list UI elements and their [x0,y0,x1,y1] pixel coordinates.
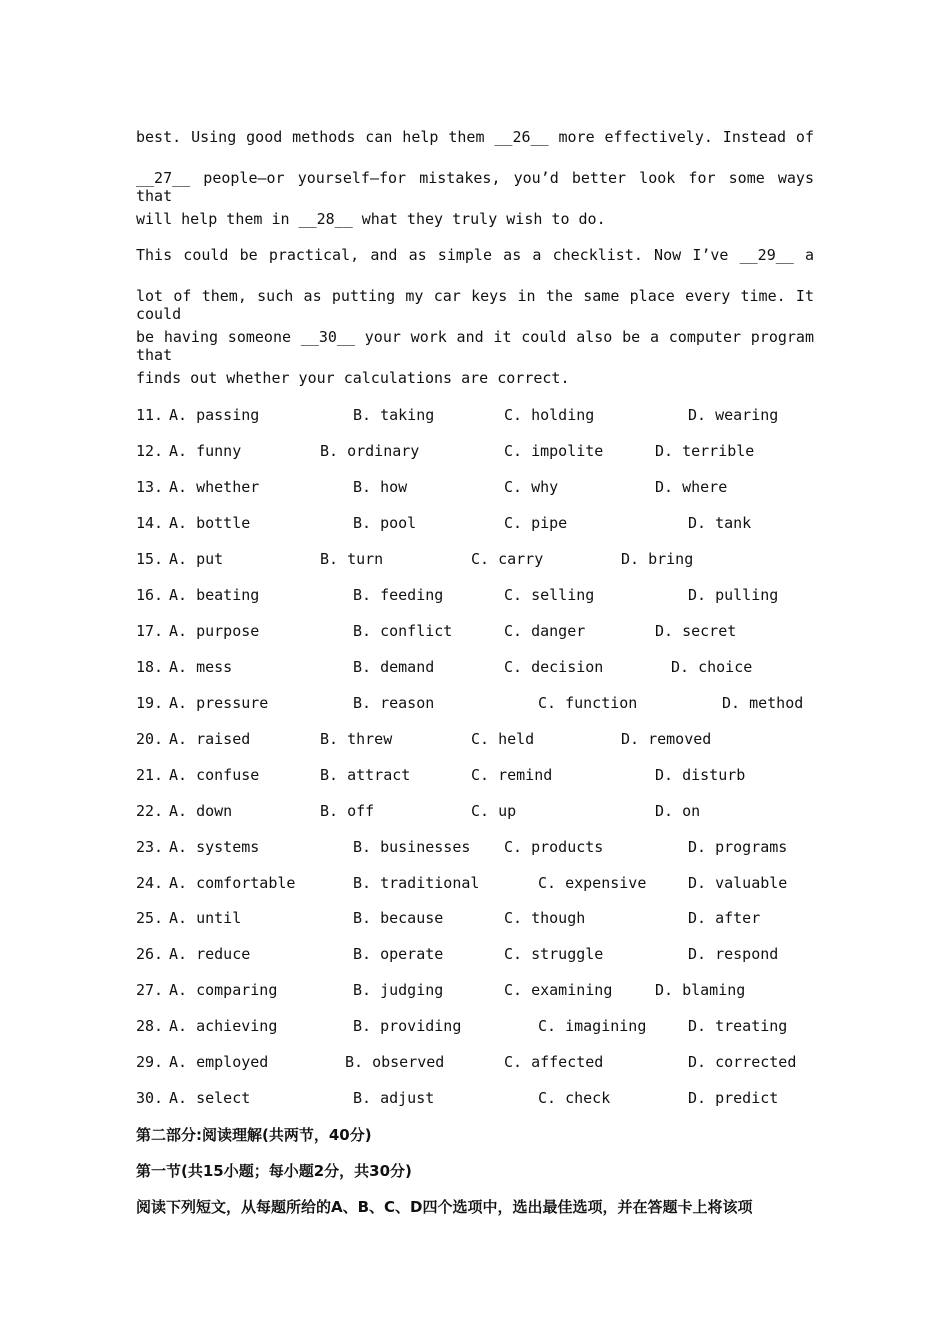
option-b: B. businesses [353,838,471,856]
option-d: D. secret [655,622,737,640]
passage-line: lot of them, such as putting my car keys in the same place every time. It could [136,287,814,323]
option-a: A. funny [169,442,242,460]
option-d: D. blaming [655,981,746,999]
option-d: D. respond [688,945,779,963]
passage-line: __27__ people—or yourself—for mistakes, you’d better look for some ways that [136,169,814,205]
option-b: B. reason [353,694,435,712]
option-b: B. traditional [353,874,480,892]
option-a: A. select [169,1089,251,1107]
option-a: A. raised [169,730,251,748]
passage-line: be having someone __30__ your work and it could also be a computer program that [136,328,814,364]
question-number: 13. [136,478,164,496]
question-number: 15. [136,550,164,568]
option-a: A. mess [169,658,233,676]
option-b: B. because [353,909,444,927]
option-a: A. employed [169,1053,269,1071]
option-b: B. conflict [353,622,453,640]
option-a: A. until [169,909,242,927]
option-d: D. predict [688,1089,779,1107]
option-c: C. impolite [504,442,604,460]
passage-line: best. Using good methods can help them __26__ more effectively. Instead of [136,128,814,146]
option-c: C. selling [504,586,595,604]
option-a: A. purpose [169,622,260,640]
option-c: C. held [471,730,535,748]
option-c: C. carry [471,550,544,568]
option-d: D. terrible [655,442,755,460]
question-number: 29. [136,1053,164,1071]
question-number: 14. [136,514,164,532]
option-c: C. check [538,1089,611,1107]
option-a: A. comparing [169,981,278,999]
option-d: D. where [655,478,728,496]
option-d: D. after [688,909,761,927]
option-c: C. remind [471,766,553,784]
option-a: A. beating [169,586,260,604]
option-a: A. pressure [169,694,269,712]
option-d: D. programs [688,838,788,856]
option-d: D. pulling [688,586,779,604]
option-d: D. wearing [688,406,779,424]
option-d: D. treating [688,1017,788,1035]
option-b: B. judging [353,981,444,999]
question-number: 26. [136,945,164,963]
question-number: 18. [136,658,164,676]
option-c: C. affected [504,1053,604,1071]
question-number: 24. [136,874,164,892]
option-b: B. threw [320,730,393,748]
question-number: 30. [136,1089,164,1107]
question-number: 21. [136,766,164,784]
option-d: D. bring [621,550,694,568]
option-a: A. down [169,802,233,820]
question-number: 19. [136,694,164,712]
option-c: C. why [504,478,559,496]
section-title: 第一节(共15小题；每小题2分，共30分) [136,1162,412,1180]
option-b: B. operate [353,945,444,963]
passage-line: will help them in __28__ what they truly wish to do. [136,210,606,228]
option-d: D. disturb [655,766,746,784]
question-number: 20. [136,730,164,748]
part-title: 第二部分:阅读理解(共两节，40分) [136,1126,372,1144]
passage-line: This could be practical, and as simple as a checklist. Now I’ve __29__ a [136,246,814,264]
option-c: C. danger [504,622,586,640]
option-a: A. put [169,550,224,568]
option-d: D. corrected [688,1053,797,1071]
option-b: B. off [320,802,375,820]
passage-line: finds out whether your calculations are correct. [136,369,570,387]
option-b: B. providing [353,1017,462,1035]
question-number: 25. [136,909,164,927]
option-a: A. whether [169,478,260,496]
option-c: C. up [471,802,517,820]
option-b: B. adjust [353,1089,435,1107]
option-c: C. pipe [504,514,568,532]
option-d: D. removed [621,730,712,748]
option-a: A. bottle [169,514,251,532]
option-a: A. reduce [169,945,251,963]
option-d: D. tank [688,514,752,532]
option-a: A. comfortable [169,874,296,892]
question-number: 23. [136,838,164,856]
option-c: C. imagining [538,1017,647,1035]
option-d: D. choice [671,658,753,676]
option-b: B. feeding [353,586,444,604]
option-d: D. valuable [688,874,788,892]
question-number: 11. [136,406,164,424]
option-c: C. expensive [538,874,647,892]
option-b: B. pool [353,514,417,532]
option-c: C. holding [504,406,595,424]
question-number: 16. [136,586,164,604]
option-a: A. achieving [169,1017,278,1035]
option-a: A. confuse [169,766,260,784]
option-c: C. examining [504,981,613,999]
option-d: D. method [722,694,804,712]
option-b: B. taking [353,406,435,424]
option-a: A. passing [169,406,260,424]
question-number: 27. [136,981,164,999]
option-b: B. observed [345,1053,445,1071]
question-number: 22. [136,802,164,820]
option-b: B. demand [353,658,435,676]
option-b: B. how [353,478,408,496]
option-b: B. attract [320,766,411,784]
question-number: 17. [136,622,164,640]
question-number: 12. [136,442,164,460]
option-c: C. function [538,694,638,712]
option-c: C. decision [504,658,604,676]
option-b: B. ordinary [320,442,420,460]
instruction-text: 阅读下列短文，从每题所给的A、B、C、D四个选项中，选出最佳选项，并在答题卡上将该项 [136,1198,753,1216]
option-c: C. though [504,909,586,927]
option-d: D. on [655,802,701,820]
option-c: C. struggle [504,945,604,963]
question-number: 28. [136,1017,164,1035]
option-c: C. products [504,838,604,856]
option-a: A. systems [169,838,260,856]
option-b: B. turn [320,550,384,568]
